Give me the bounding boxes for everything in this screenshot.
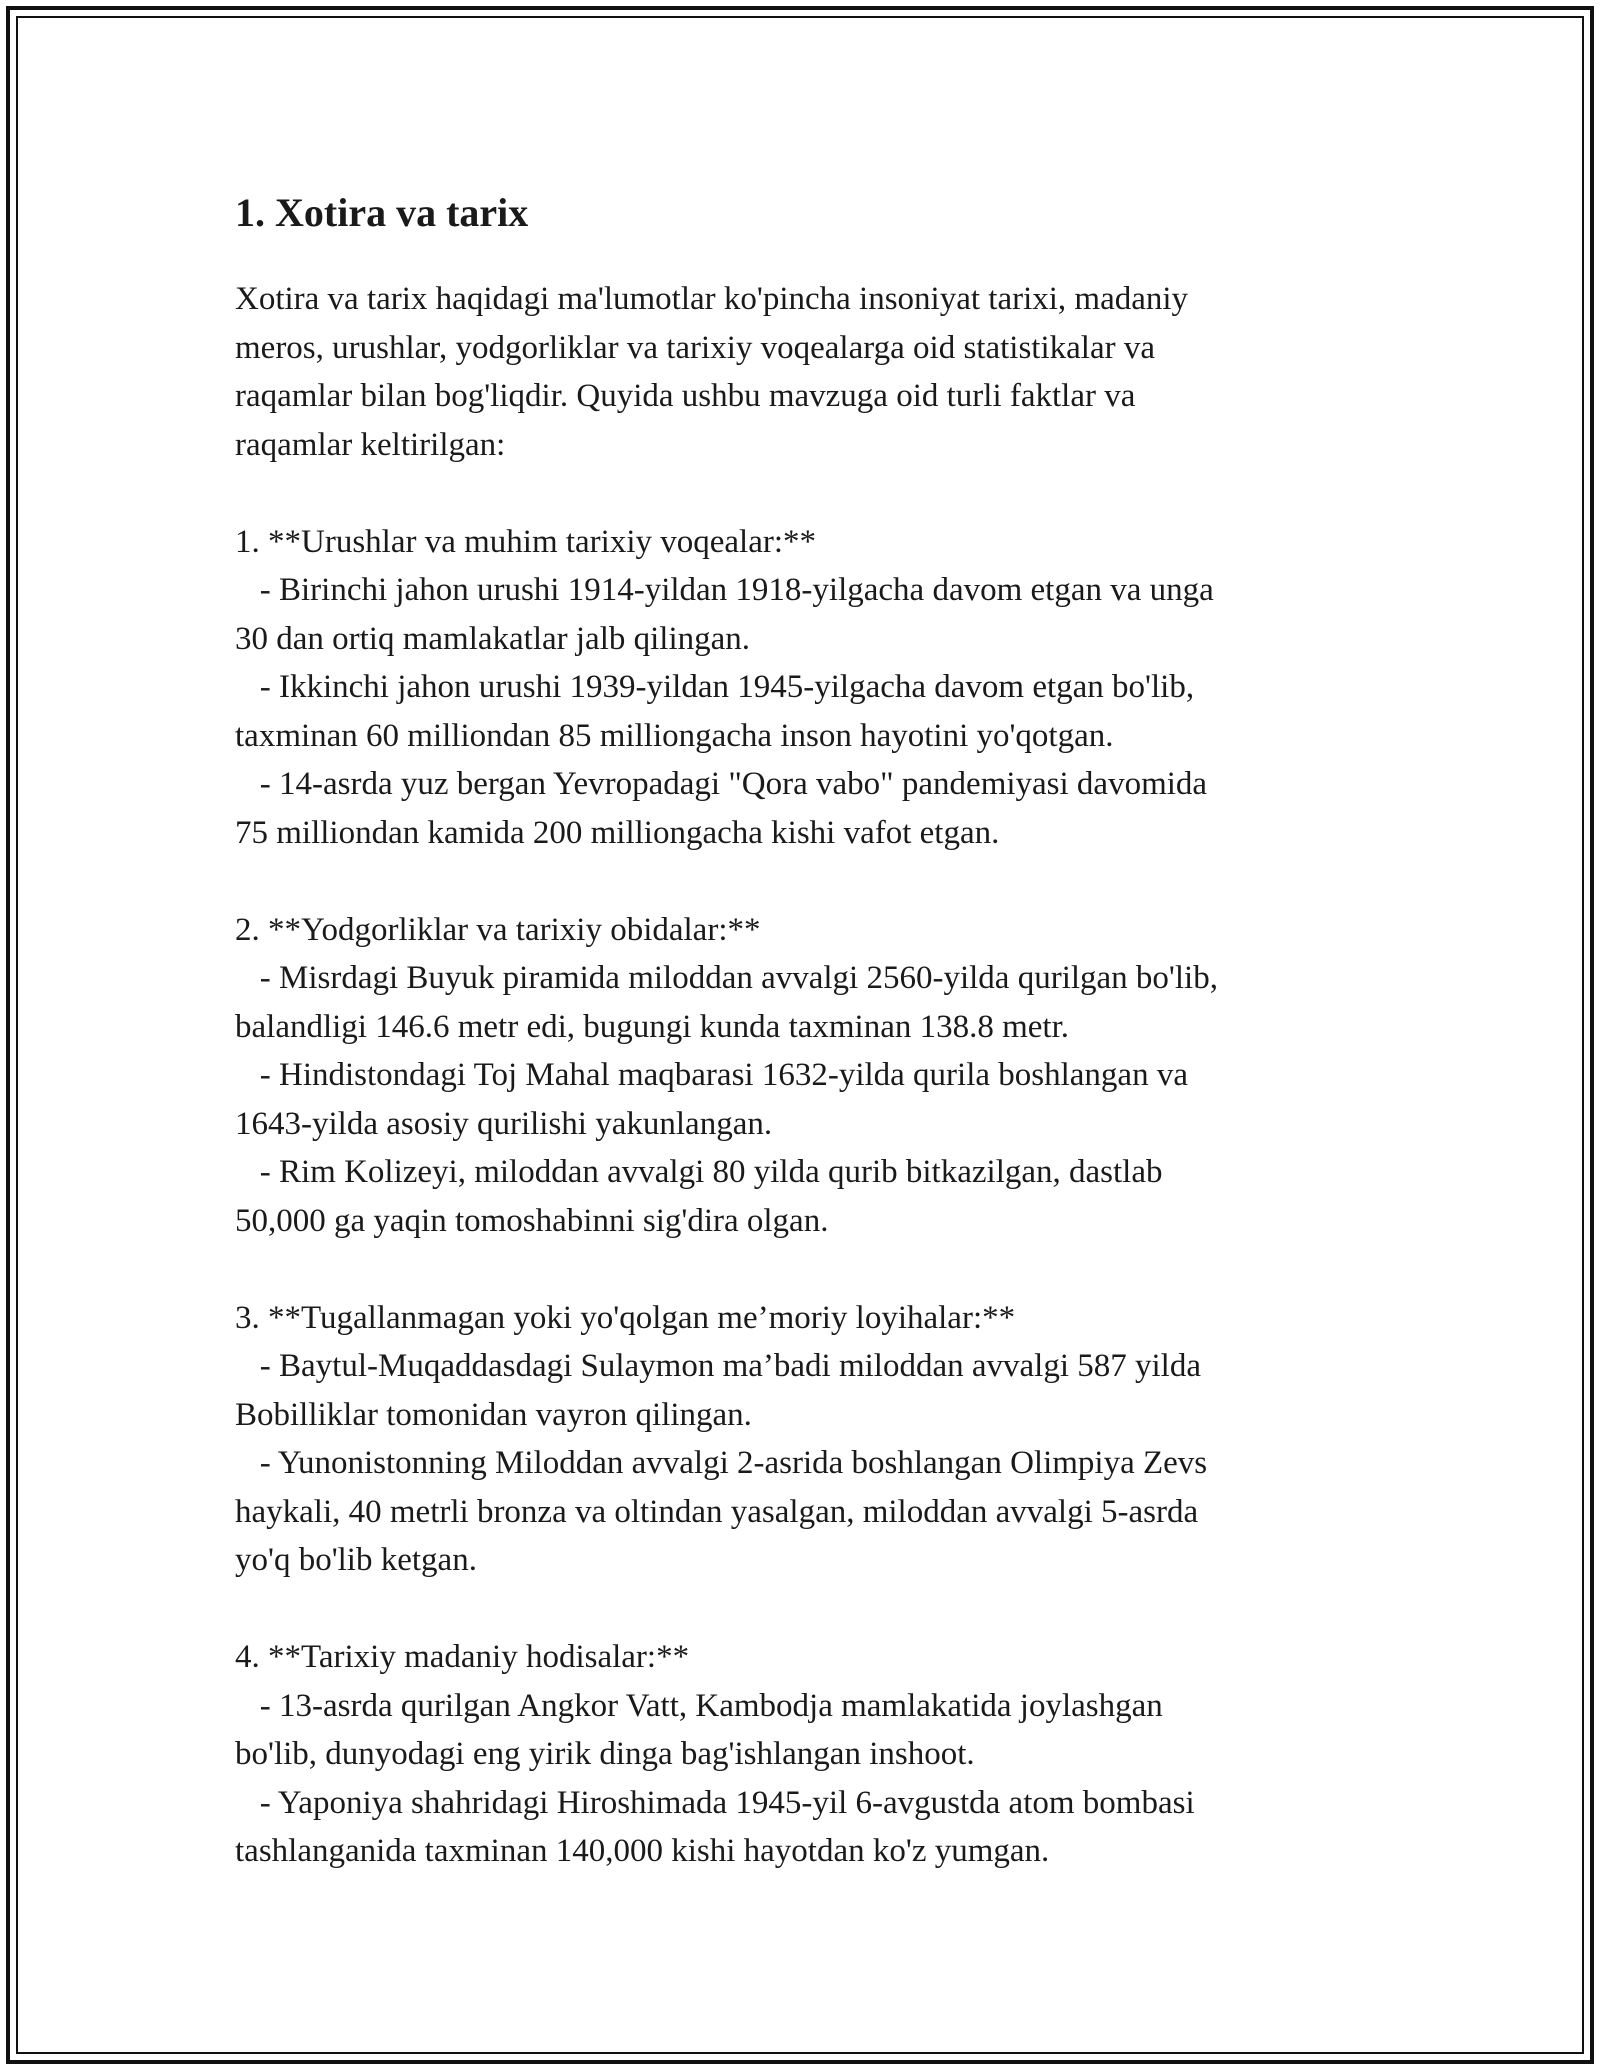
section-heading: 4. **Tarixiy madaniy hodisalar:** bbox=[235, 1639, 690, 1675]
section-line: yo'q bo'lib ketgan. bbox=[235, 1542, 477, 1578]
section-line: tashlanganida taxminan 140,000 kishi hayotdan ko'z yumgan. bbox=[235, 1833, 1050, 1869]
intro-line: Xotira va tarix haqidagi ma'lumotlar ko'pincha insoniyat tarixi, madaniy bbox=[235, 281, 1189, 317]
section-line: balandligi 146.6 metr edi, bugungi kunda taxminan 138.8 metr. bbox=[235, 1008, 1070, 1045]
section-line: haykali, 40 metrli bronza va oltindan yasalgan, miloddan avvalgi 5-asrda bbox=[235, 1493, 1199, 1530]
section-line: - Yaponiya shahridagi Hiroshimada 1945-yil 6-avgustda atom bombasi bbox=[235, 1784, 1195, 1821]
spacer bbox=[235, 1585, 1355, 1634]
section-line: - Rim Kolizeyi, miloddan avvalgi 80 yilda qurib bitkazilgan, dastlab bbox=[235, 1154, 1163, 1190]
section-line: - 14-asrda yuz bergan Yevropadagi "Qora vabo" pandemiyasi davomida bbox=[235, 766, 1208, 802]
document-body bbox=[235, 185, 1355, 1876]
section-cultural-events bbox=[235, 1633, 1355, 1876]
section-line: - Yunonistonning Miloddan avvalgi 2-asrida boshlangan Olimpiya Zevs bbox=[235, 1445, 1208, 1481]
spacer bbox=[235, 469, 1355, 518]
section-heading: 1. **Urushlar va muhim tarixiy voqealar:** bbox=[235, 523, 817, 560]
section-line: Bobilliklar tomonidan vayron qilingan. bbox=[235, 1396, 752, 1433]
section-line: taxminan 60 milliondan 85 milliongacha inson hayotini yo'qotgan. bbox=[235, 717, 1114, 754]
section-line: - Birinchi jahon urushi 1914-yildan 1918-yilgacha davom etgan va unga bbox=[235, 572, 1214, 608]
section-line: 1643-yilda asosiy qurilishi yakunlangan. bbox=[235, 1105, 773, 1142]
section-wars bbox=[235, 518, 1355, 858]
section-line: - 13-asrda qurilgan Angkor Vatt, Kambodja mamlakatida joylashgan bbox=[235, 1687, 1163, 1724]
section-monuments bbox=[235, 906, 1355, 1246]
section-line: - Hindistondagi Toj Mahal maqbarasi 1632-yilda qurila boshlangan va bbox=[235, 1057, 1188, 1093]
section-line: - Misrdagi Buyuk piramida miloddan avvalgi 2560-yilda qurilgan bo'lib, bbox=[235, 960, 1218, 996]
section-line: - Baytul-Muqaddasdagi Sulaymon ma’badi miloddan avvalgi 587 yilda bbox=[235, 1348, 1201, 1384]
section-lost-projects bbox=[235, 1294, 1355, 1585]
section-line: 30 dan ortiq mamlakatlar jalb qilingan. bbox=[235, 620, 751, 657]
document-title: 1. Xotira va tarix bbox=[235, 190, 529, 235]
section-line: 75 milliondan kamida 200 milliongacha kishi vafot etgan. bbox=[235, 814, 1000, 851]
section-heading: 3. **Tugallanmagan yoki yo'qolgan me’moriy loyihalar:** bbox=[235, 1299, 1016, 1336]
spacer bbox=[235, 1245, 1355, 1294]
section-line: 50,000 ga yaqin tomoshabinni sig'dira olgan. bbox=[235, 1202, 829, 1239]
intro-line: raqamlar bilan bog'liqdir. Quyida ushbu mavzuga oid turli faktlar va bbox=[235, 378, 1136, 414]
section-line: - Ikkinchi jahon urushi 1939-yildan 1945-yilgacha davom etgan bo'lib, bbox=[235, 669, 1195, 705]
section-line: bo'lib, dunyodagi eng yirik dinga bag'ishlangan inshoot. bbox=[235, 1736, 975, 1772]
spacer bbox=[235, 857, 1355, 906]
section-heading: 2. **Yodgorliklar va tarixiy obidalar:** bbox=[235, 911, 761, 948]
intro-paragraph bbox=[235, 275, 1355, 469]
intro-line: raqamlar keltirilgan: bbox=[235, 426, 506, 463]
intro-line: meros, urushlar, yodgorliklar va tarixiy voqealarga oid statistikalar va bbox=[235, 329, 1155, 366]
